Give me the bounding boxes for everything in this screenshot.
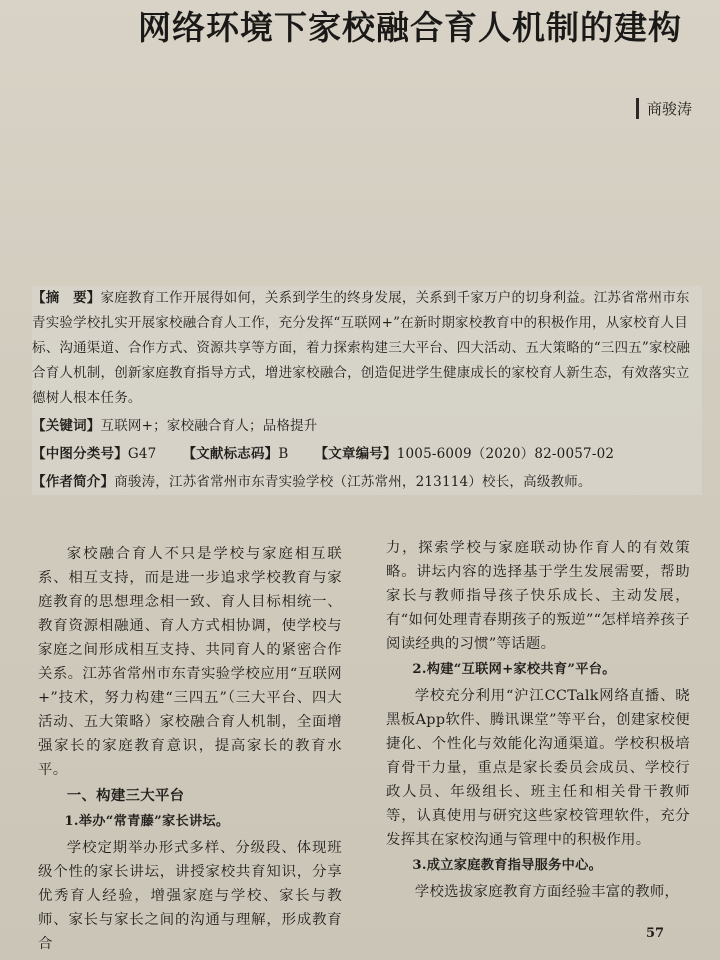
keywords-row	[32, 414, 702, 439]
doc-code-label: 【文献标志码】	[182, 446, 279, 462]
subsection-heading: 1.举办“常青藤”家长讲坛。	[64, 814, 230, 829]
subsection-heading: 3.成立家庭教育指导服务中心。	[412, 858, 603, 873]
abstract	[32, 286, 702, 411]
body-paragraph: 学校选拔家庭教育方面经验丰富的教师，	[414, 884, 680, 900]
body-column-left	[38, 542, 342, 956]
doc-code-value: B	[278, 446, 289, 462]
body-column-right	[386, 536, 690, 904]
article-title: 网络环境下家校融合育人机制的建构	[138, 8, 682, 47]
section-heading: 一、构建三大平台	[66, 788, 185, 804]
body-paragraph: 学校定期举办形式多样、分级段、体现班级个性的家长讲坛，讲授家校共育知识，分享优秀育人经验，增强家庭与学校、家长与教师、家长与家长之间的沟通与理解，形成教育合	[38, 840, 342, 952]
page-number: 57	[646, 926, 665, 941]
author-name: 商骏涛	[636, 98, 692, 119]
author-bio-row	[32, 470, 702, 495]
article-metadata	[32, 286, 702, 495]
classification-row	[32, 442, 702, 467]
keywords-label: 【关键词】	[32, 418, 101, 434]
article-no-label: 【文章编号】	[314, 446, 397, 462]
author-bio-label: 【作者简介】	[32, 474, 115, 490]
body-paragraph: 学校充分利用“沪江CCTalk网络直播、晓黑板App软件、腾讯课堂”等平台，创建家校便捷化、个性化与效能化沟通渠道。学校积极培育骨干力量，重点是家长委员会成员、学校行政人员、年级组长、班主任和相关骨干教师等，认真使用与研究这些家校管理软件，充分发挥其在家校沟通与管理中的积极作用。	[386, 688, 690, 848]
clc-label: 【中图分类号】	[32, 446, 128, 462]
keywords-text: 互联网+；家校融合育人；品格提升	[100, 418, 318, 434]
abstract-label: 【摘 要】	[32, 290, 101, 306]
subsection-heading: 2.构建“互联网+家校共育”平台。	[412, 662, 616, 677]
body-paragraph: 力，探索学校与家庭联动协作育人的有效策略。讲坛内容的选择基于学生发展需要，帮助家长与教师指导孩子快乐成长、主动发展，有“如何处理青春期孩子的叛逆”“怎样培养孩子阅读经典的习惯”等话题。	[386, 540, 690, 652]
clc-value: G47	[127, 446, 157, 462]
intro-paragraph: 家校融合育人不只是学校与家庭相互联系、相互支持，而是进一步追求学校教育与家庭教育的思想理念相一致、育人目标相统一、教育资源相融通、育人方式相协调，使学校与家庭之间形成相互支持、共同育人的紧密合作关系。江苏省常州市东青实验学校应用“互联网+”技术，努力构建“三四五”（三大平台、四大活动、五大策略）家校融合育人机制，全面增强家长的家庭教育意识，提高家长的教育水平。	[38, 546, 342, 778]
abstract-text: 家庭教育工作开展得如何，关系到学生的终身发展，关系到千家万户的切身利益。江苏省常州市东青实验学校扎实开展家校融合育人工作，充分发挥“互联网+”在新时期家校教育中的积极作用，从家校育人目标、沟通渠道、合作方式、资源共享等方面，着力探索构建三大平台、四大活动、五大策略的“三四五”家校融合育人机制，创新家庭教育指导方式，增进家校融合，创造促进学生健康成长的家校育人新生态，有效落实立德树人根本任务。	[32, 290, 691, 406]
article-no-value: 1005-6009（2020）82-0057-02	[396, 446, 615, 462]
author-bio-text: 商骏涛，江苏省常州市东青实验学校（江苏常州，213114）校长，高级教师。	[114, 474, 592, 490]
